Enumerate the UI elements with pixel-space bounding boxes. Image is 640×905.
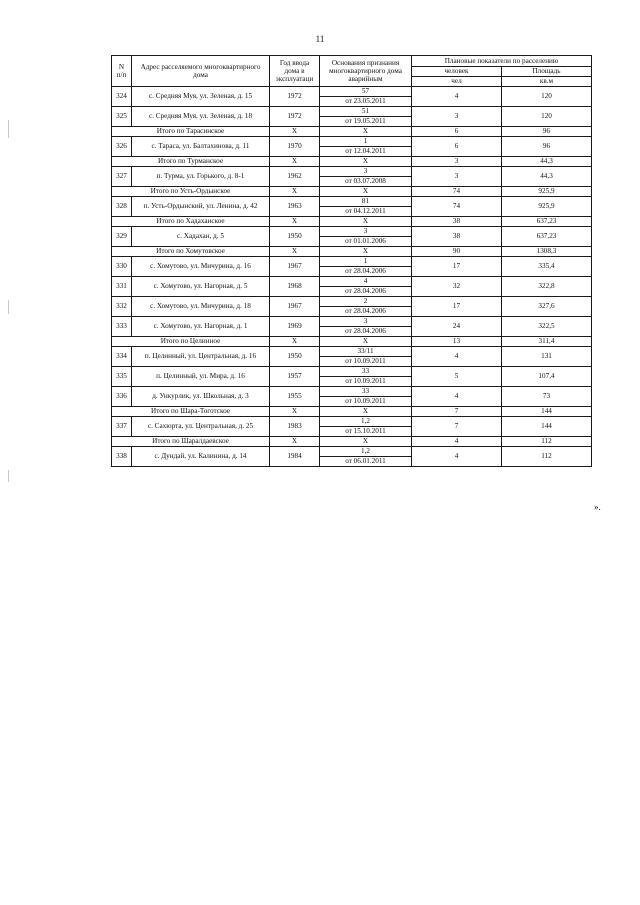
year-cell: 1984 xyxy=(270,447,320,467)
people-cell: 90 xyxy=(412,247,502,257)
area-cell: 144 xyxy=(502,417,592,437)
header-basis: Основания признания многоквартирного дома аварийным xyxy=(320,56,412,87)
year-cell: 1970 xyxy=(270,137,320,157)
area-cell: 44,3 xyxy=(502,157,592,167)
row-number: 328 xyxy=(112,197,132,217)
area-cell: 73 xyxy=(502,387,592,407)
address-cell: п. Целинный, ул. Центральная, д. 16 xyxy=(132,347,270,367)
doc-date: от 23.05.2011 xyxy=(320,97,412,107)
doc-date: от 01.01.2006 xyxy=(320,237,412,247)
address-cell: с. Хомутово, ул. Мичурина, д. 16 xyxy=(132,257,270,277)
area-cell: 107,4 xyxy=(502,367,592,387)
total-row xyxy=(112,247,592,257)
address-cell: с. Хомутово, ул. Нагорная, д. 1 xyxy=(132,317,270,337)
area-cell: 925,9 xyxy=(502,187,592,197)
year-cell: 1968 xyxy=(270,277,320,297)
year-cell: 1972 xyxy=(270,87,320,107)
total-row xyxy=(112,217,592,227)
table-body xyxy=(112,87,592,467)
doc-number: 1 xyxy=(320,137,412,147)
area-cell: 311,4 xyxy=(502,337,592,347)
people-cell: 3 xyxy=(412,107,502,127)
people-cell: 3 xyxy=(412,157,502,167)
total-row xyxy=(112,157,592,167)
year-cell: 1950 xyxy=(270,227,320,247)
address-cell: с. Сахюрта, ул. Центральная, д. 25 xyxy=(132,417,270,437)
row-number: 325 xyxy=(112,107,132,127)
row-number: 331 xyxy=(112,277,132,297)
doc-date: от 10.09.2011 xyxy=(320,377,412,387)
address-cell: п. Усть-Ордынский, ул. Ленина, д. 42 xyxy=(132,197,270,217)
basis-cell: Х xyxy=(320,247,412,257)
address-cell: с. Хомутово, ул. Нагорная, д. 5 xyxy=(132,277,270,297)
basis-cell: Х xyxy=(320,437,412,447)
year-cell: 1962 xyxy=(270,167,320,187)
year-cell: Х xyxy=(270,407,320,417)
doc-number: 3 xyxy=(320,227,412,237)
area-cell: 120 xyxy=(502,87,592,107)
people-cell: 74 xyxy=(412,197,502,217)
people-cell: 3 xyxy=(412,167,502,187)
row-number: 338 xyxy=(112,447,132,467)
area-cell: 322,8 xyxy=(502,277,592,297)
people-cell: 4 xyxy=(412,437,502,447)
resettlement-table xyxy=(111,55,592,467)
address-cell: с. Тараса, ул. Балтахинова, д. 11 xyxy=(132,137,270,157)
people-cell: 7 xyxy=(412,407,502,417)
total-label: Итого по Хадаханское xyxy=(112,217,270,227)
people-cell: 5 xyxy=(412,367,502,387)
table-row xyxy=(112,297,592,307)
doc-date: от 19.05.2011 xyxy=(320,117,412,127)
area-cell: 335,4 xyxy=(502,257,592,277)
address-cell: д. Ункурлик, ул. Школьная, д. 3 xyxy=(132,387,270,407)
area-cell: 327,6 xyxy=(502,297,592,317)
basis-cell: Х xyxy=(320,217,412,227)
margin-mark xyxy=(8,470,9,482)
year-cell: 1969 xyxy=(270,317,320,337)
address-cell: с. Хадахан, д. 5 xyxy=(132,227,270,247)
area-cell: 1308,3 xyxy=(502,247,592,257)
row-number: 337 xyxy=(112,417,132,437)
total-label: Итого по Усть-Ордынское xyxy=(112,187,270,197)
header-year: Год ввода дома в эксплуатаци xyxy=(270,56,320,87)
year-cell: 1972 xyxy=(270,107,320,127)
table-row xyxy=(112,277,592,287)
doc-date: от 28.04.2006 xyxy=(320,287,412,297)
doc-date: от 28.04.2006 xyxy=(320,307,412,317)
address-cell: с. Дундай, ул. Калинина, д. 14 xyxy=(132,447,270,467)
basis-cell: Х xyxy=(320,157,412,167)
row-number: 332 xyxy=(112,297,132,317)
area-cell: 96 xyxy=(502,137,592,157)
header-people-unit: чел xyxy=(412,77,502,87)
address-cell: п. Турма, ул. Горького, д. 8-1 xyxy=(132,167,270,187)
basis-cell: Х xyxy=(320,337,412,347)
row-number: 334 xyxy=(112,347,132,367)
year-cell: Х xyxy=(270,337,320,347)
people-cell: 4 xyxy=(412,347,502,367)
address-cell: с. Средняя Муя, ул. Зеленая, д. 15 xyxy=(132,87,270,107)
row-number: 329 xyxy=(112,227,132,247)
people-cell: 38 xyxy=(412,227,502,247)
doc-date: от 10.09.2011 xyxy=(320,357,412,367)
doc-date: от 06.01.2011 xyxy=(320,457,412,467)
row-number: 335 xyxy=(112,367,132,387)
people-cell: 4 xyxy=(412,87,502,107)
total-label: Итого по Турманское xyxy=(112,157,270,167)
table-row xyxy=(112,417,592,427)
doc-number: 1,2 xyxy=(320,417,412,427)
year-cell: 1967 xyxy=(270,297,320,317)
table-row xyxy=(112,257,592,267)
margin-mark xyxy=(8,120,9,138)
doc-number: 33/11 xyxy=(320,347,412,357)
doc-date: от 12.04.2011 xyxy=(320,147,412,157)
total-label: Итого по Шаралдаевское xyxy=(112,437,270,447)
year-cell: Х xyxy=(270,247,320,257)
area-cell: 637,23 xyxy=(502,217,592,227)
doc-number: 1,2 xyxy=(320,447,412,457)
year-cell: 1957 xyxy=(270,367,320,387)
total-label: Итого по Шара-Тоготское xyxy=(112,407,270,417)
doc-date: от 04.12.2011 xyxy=(320,207,412,217)
area-cell: 112 xyxy=(502,447,592,467)
area-cell: 112 xyxy=(502,437,592,447)
people-cell: 74 xyxy=(412,187,502,197)
row-number: 330 xyxy=(112,257,132,277)
people-cell: 7 xyxy=(412,417,502,437)
doc-number: 33 xyxy=(320,387,412,397)
table-row xyxy=(112,137,592,147)
area-cell: 322,5 xyxy=(502,317,592,337)
basis-cell: Х xyxy=(320,187,412,197)
table-row xyxy=(112,167,592,177)
year-cell: Х xyxy=(270,187,320,197)
table-row xyxy=(112,387,592,397)
people-cell: 13 xyxy=(412,337,502,347)
area-cell: 637,23 xyxy=(502,227,592,247)
people-cell: 38 xyxy=(412,217,502,227)
address-cell: с. Хомутово, ул. Мичурина, д. 18 xyxy=(132,297,270,317)
people-cell: 17 xyxy=(412,257,502,277)
doc-number: 51 xyxy=(320,107,412,117)
area-cell: 96 xyxy=(502,127,592,137)
table-row xyxy=(112,447,592,457)
area-cell: 131 xyxy=(502,347,592,367)
table-row xyxy=(112,367,592,377)
total-label: Итого по Целинное xyxy=(112,337,270,347)
row-number: 333 xyxy=(112,317,132,337)
header-area: Площадь xyxy=(502,67,592,77)
area-cell: 120 xyxy=(502,107,592,127)
header-num: N п/п xyxy=(112,56,132,87)
total-label: Итого по Хомутовское xyxy=(112,247,270,257)
table-row xyxy=(112,87,592,97)
year-cell: 1963 xyxy=(270,197,320,217)
header-plan: Плановые показатели по расселению xyxy=(412,56,592,67)
doc-date: от 28.04.2006 xyxy=(320,267,412,277)
margin-mark xyxy=(8,300,9,314)
table-row xyxy=(112,107,592,117)
row-number: 324 xyxy=(112,87,132,107)
doc-number: 3 xyxy=(320,167,412,177)
basis-cell: Х xyxy=(320,127,412,137)
table-row xyxy=(112,317,592,327)
table-row xyxy=(112,197,592,207)
year-cell: Х xyxy=(270,157,320,167)
people-cell: 6 xyxy=(412,127,502,137)
total-row xyxy=(112,187,592,197)
people-cell: 4 xyxy=(412,447,502,467)
area-cell: 144 xyxy=(502,407,592,417)
table-row xyxy=(112,347,592,357)
doc-date: от 10.09.2011 xyxy=(320,397,412,407)
people-cell: 4 xyxy=(412,387,502,407)
table-row xyxy=(112,227,592,237)
doc-date: от 03.07.2008 xyxy=(320,177,412,187)
doc-number: 2 xyxy=(320,297,412,307)
people-cell: 24 xyxy=(412,317,502,337)
doc-number: 57 xyxy=(320,87,412,97)
year-cell: 1983 xyxy=(270,417,320,437)
year-cell: Х xyxy=(270,217,320,227)
row-number: 336 xyxy=(112,387,132,407)
people-cell: 17 xyxy=(412,297,502,317)
header-area-unit: кв.м xyxy=(502,77,592,87)
header-address: Адрес расселяемого многоквартирного дома xyxy=(132,56,270,87)
header-people: человек xyxy=(412,67,502,77)
doc-number: 33 xyxy=(320,367,412,377)
people-cell: 6 xyxy=(412,137,502,157)
doc-number: 1 xyxy=(320,257,412,267)
address-cell: с. Средняя Муя, ул. Зеленая, д. 18 xyxy=(132,107,270,127)
address-cell: п. Целинный, ул. Мира, д. 16 xyxy=(132,367,270,387)
year-cell: Х xyxy=(270,127,320,137)
row-number: 327 xyxy=(112,167,132,187)
area-cell: 925,9 xyxy=(502,197,592,217)
total-row xyxy=(112,407,592,417)
end-mark: ». xyxy=(594,502,601,512)
doc-date: от 15.10.2011 xyxy=(320,427,412,437)
total-row xyxy=(112,127,592,137)
year-cell: 1950 xyxy=(270,347,320,367)
area-cell: 44,3 xyxy=(502,167,592,187)
people-cell: 32 xyxy=(412,277,502,297)
doc-number: 4 xyxy=(320,277,412,287)
year-cell: Х xyxy=(270,437,320,447)
total-label: Итого по Тарасинское xyxy=(112,127,270,137)
doc-number: 3 xyxy=(320,317,412,327)
doc-number: 81 xyxy=(320,197,412,207)
row-number: 326 xyxy=(112,137,132,157)
doc-date: от 28.04.2006 xyxy=(320,327,412,337)
year-cell: 1955 xyxy=(270,387,320,407)
basis-cell: Х xyxy=(320,407,412,417)
total-row xyxy=(112,337,592,347)
total-row xyxy=(112,437,592,447)
year-cell: 1967 xyxy=(270,257,320,277)
page-number: 11 xyxy=(315,34,325,44)
